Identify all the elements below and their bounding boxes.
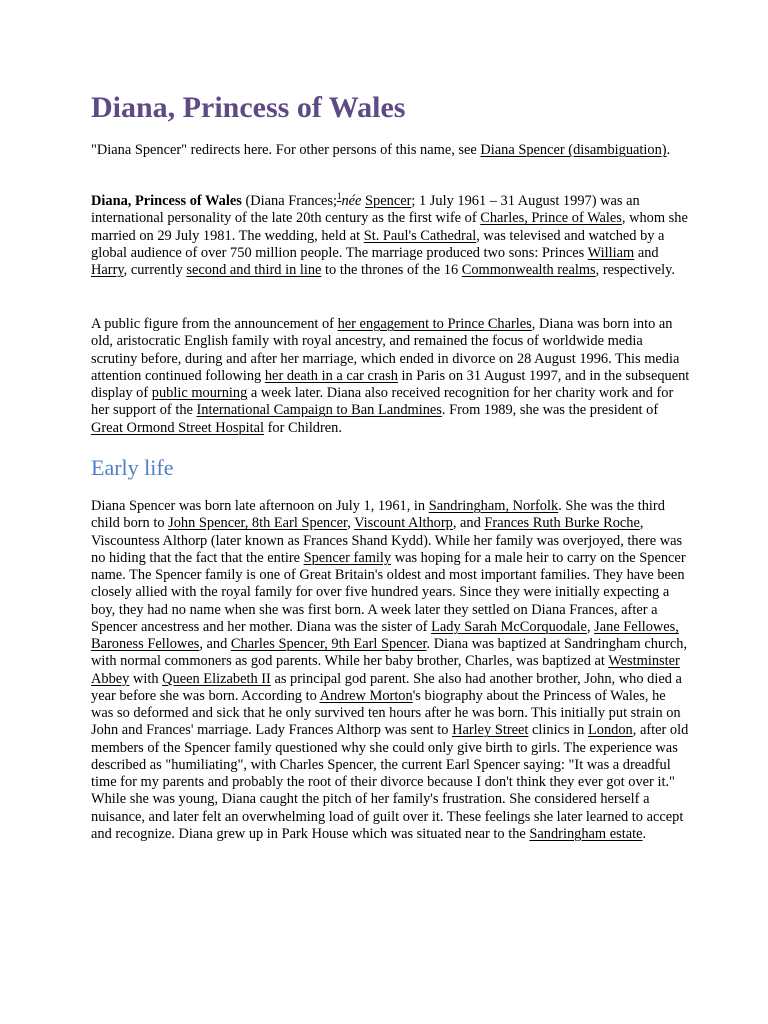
link-spencer-family[interactable]: Spencer family xyxy=(303,549,392,566)
link-harley-street[interactable]: Harley Street xyxy=(452,722,529,739)
link-engagement[interactable]: her engagement to Prince Charles xyxy=(337,316,532,332)
link-queen-elizabeth-ii[interactable]: Queen Elizabeth II xyxy=(162,670,271,687)
intro-paragraph: Diana, Princess of Wales (Diana Frances;$^1$née Spencer; 1 July 1961 – 31 August 1997) was an international personality of the late 20th century as the first wife of Charles, Prince of Wales, whom she married on 29 July 1981. The wedding, held at St. Paul's Cathedral, was televised and watched by a global audience of over 750 million people. The marriage produced two sons: Princes William and Harry, currently second and third in line to the thrones of the 16 Commonwealth realms, respectively. xyxy=(91,191,688,278)
public-figure-paragraph: A public figure from the announcement of her engagement to Prince Charles, Diana was born into an old, aristocratic English family with royal ancestry, and remained the focus of worldwide media scrutiny before, during and after her marriage, which ended in divorce on 28 August 1996. This media attention continued following her death in a car crash in Paris on 31 August 1997, and in the subsequent display of public mourning a week later. Diana also received recognition for her charity work and for her support of the International Campaign to Ban Landmines. From 1989, she was the president of Great Ormond Street Hospital for Children. xyxy=(91,316,690,436)
link-spencer[interactable]: Spencer xyxy=(365,193,412,209)
link-jane-fellowes[interactable]: Jane Fellowes, Baroness Fellowes xyxy=(91,618,679,652)
link-viscount-althorp[interactable]: Viscount Althorp xyxy=(354,515,453,532)
link-great-ormond-street-hospital[interactable]: Great Ormond Street Hospital xyxy=(91,419,265,436)
section-heading-early-life: Early life xyxy=(91,455,174,480)
hatnote-paragraph: "Diana Spencer" redirects here. For other persons of this name, see Diana Spencer (disambiguation). xyxy=(91,142,671,158)
early-life-paragraph: Diana Spencer was born late afternoon on July 1, 1961, in Sandringham, Norfolk. She was the third child born to John Spencer, 8th Earl Spencer, Viscount Althorp, and Frances Ruth Burke Roche, Viscountess Althorp (later known as Frances Shand Kydd). While her family was overjoyed, there was no hiding that the fact that the entire Spencer family was hoping for a male heir to carry on the Spencer name. The Spencer family is one of Great Britain's oldest and most important families. They have been closely allied with the royal family for over five hundred years. Since they were initially expecting a boy, they had no name when she was first born. A week later they settled on Diana Frances, after a Spencer ancestress and her mother. Diana was the sister of Lady Sarah McCorquodale, Jane Fellowes, Baroness Fellowes, and Charles Spencer, 9th Earl Spencer. Diana was baptized at Sandringham church, with normal commoners as god parents. While her baby brother, Charles, was baptized at Westminster Abbey with Queen Elizabeth II as principal god parent. She also had another brother, John, who died a year before she was born. According to Andrew Morton's biography about the Princess of Wales, he was so deformed and sick that he only survived ten hours after he was born. This initially put strain on John and Frances' marriage. Lady Frances Althorp was sent to Harley Street clinics in London, after old members of the Spencer family questioned why she could only give birth to girls. The experience was described as "humiliating", with Charles Spencer, the current Earl Spencer saying: "It was a dreadful time for my parents and probably the root of their divorce because I don't think they ever got over it." While she was young, Diana caught the pitch of her family's frustration. She considered herself a nuisance, and later felt an overwhelming load of guilt over it. These feelings she later learned to accept and recognize. Diana grew up in Park House which was situated near to the Sandringham estate. xyxy=(91,498,689,842)
link-lady-sarah-mccorquodale[interactable]: Lady Sarah McCorquodale xyxy=(431,618,587,635)
link-ban-landmines[interactable]: International Campaign to Ban Landmines xyxy=(196,402,442,419)
link-death-car-crash[interactable]: her death in a car crash xyxy=(264,367,398,384)
link-diana-spencer-disambiguation[interactable]: Diana Spencer (disambiguation) xyxy=(480,142,667,158)
link-sandringham-estate[interactable]: Sandringham estate xyxy=(529,825,643,842)
link-charles-spencer[interactable]: Charles Spencer, 9th Earl Spencer xyxy=(230,636,427,652)
link-london[interactable]: London xyxy=(587,722,633,739)
hatnote-text: "Diana Spencer" redirects here. For other persons of this name, see xyxy=(91,142,481,158)
link-william[interactable]: William xyxy=(587,244,635,261)
page-title: Diana, Princess of Wales xyxy=(91,91,406,124)
link-andrew-morton[interactable]: Andrew Morton xyxy=(319,687,413,704)
link-st-pauls-cathedral[interactable]: St. Paul's Cathedral xyxy=(363,227,477,244)
link-reference-1[interactable]: 1 xyxy=(336,191,342,202)
link-westminster-abbey[interactable]: Westminster Abbey xyxy=(91,653,680,687)
link-second-and-third-in-line[interactable]: second and third in line xyxy=(186,262,322,278)
link-charles-prince-of-wales[interactable]: Charles, Prince of Wales xyxy=(480,210,622,227)
link-john-spencer[interactable]: John Spencer, 8th Earl Spencer xyxy=(168,515,348,532)
subject-name: Diana, Princess of Wales xyxy=(91,193,242,209)
link-harry[interactable]: Harry xyxy=(91,262,124,278)
link-public-mourning[interactable]: public mourning xyxy=(151,385,248,401)
link-frances-ruth-burke-roche[interactable]: Frances Ruth Burke Roche xyxy=(484,515,640,532)
link-sandringham-norfolk[interactable]: Sandringham, Norfolk xyxy=(428,498,559,514)
link-commonwealth-realms[interactable]: Commonwealth realms xyxy=(461,262,596,278)
